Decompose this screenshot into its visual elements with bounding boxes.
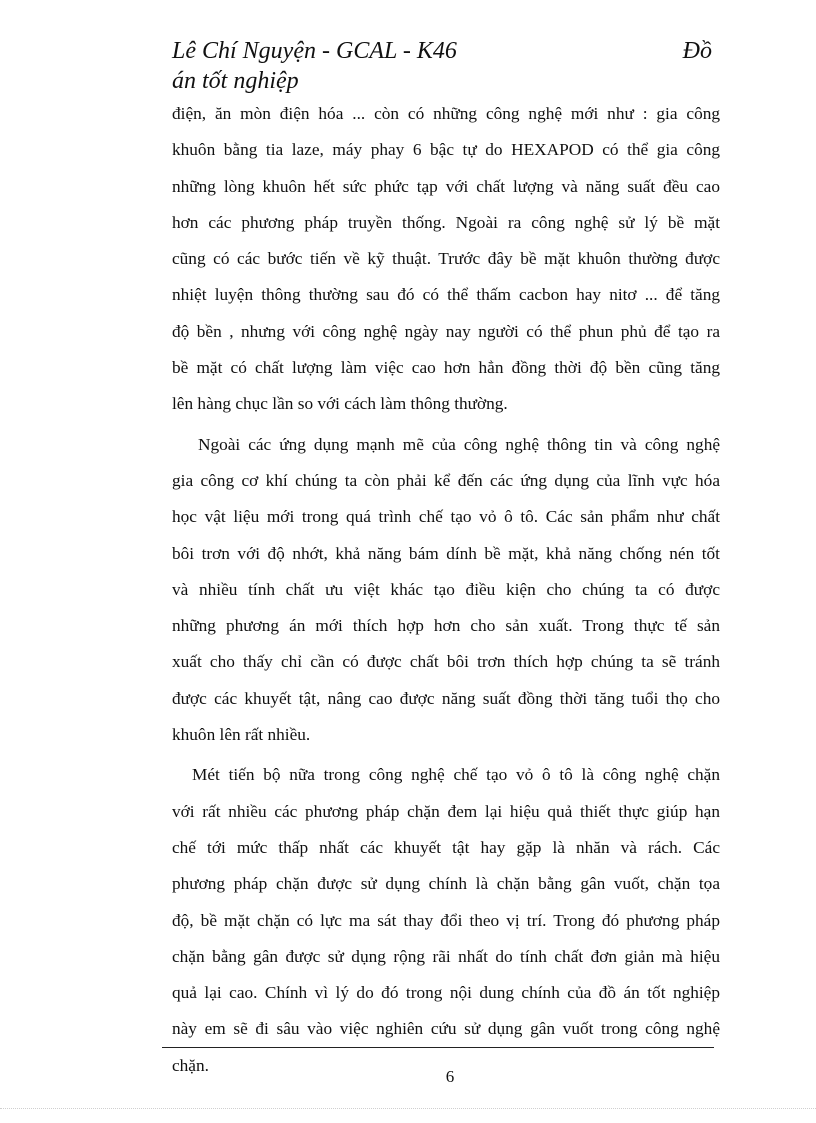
body-text [172, 96, 720, 1084]
text-line: cũng có các bước tiến về kỹ thuật. Trước đây bề mặt khuôn thường được [172, 249, 720, 269]
page-bottom-edge [0, 1108, 816, 1109]
text-line: chặn bằng gân được sử dụng rộng rãi nhất do tính chất đơn giản mà hiệu [172, 946, 720, 966]
text-line: này em sẽ đi sâu vào việc nghiên cứu sử dụng gân vuốt trong công nghệ [172, 1019, 720, 1039]
footer-divider [162, 1047, 714, 1048]
text-line: những phương án mới thích hợp hơn cho sản xuất. Trong thực tế sản [172, 616, 720, 636]
text-line: bôi trơn với độ nhớt, khả năng bám dính bề mặt, khả năng chống nén tốt [172, 543, 720, 563]
text-line: Mét tiến bộ nữa trong công nghệ chế tạo vỏ ô tô là công nghệ chặn [192, 765, 720, 785]
text-line: bề mặt có chất lượng làm việc cao hơn hẳn đồng thời độ bền cũng tăng [172, 358, 720, 378]
text-line: hơn các phương pháp truyền thống. Ngoài ra công nghệ sử lý bề mặt [172, 212, 720, 232]
header-author-course: Lê Chí Nguyện - GCAL - K46 [172, 38, 457, 64]
text-line: được các khuyết tật, nâng cao được năng suất đồng thời tăng tuổi thọ cho [172, 688, 720, 708]
text-line: Ngoài các ứng dụng mạnh mẽ của công nghệ thông tin và công nghệ [198, 434, 720, 454]
header-subtitle: án tốt nghiệp [172, 68, 299, 94]
text-line: và nhiều tính chất ưu việt khác tạo điều kiện cho chúng ta có được [172, 579, 720, 599]
text-line: nhiệt luyện thông thường sau đó có thể thấm cacbon hay nitơ ... để tăng [172, 285, 720, 305]
text-line: điện, ăn mòn điện hóa ... còn có những công nghệ mới như : gia công [172, 104, 720, 123]
text-line: độ, bề mặt chặn có lực ma sát thay đổi theo vị trí. Trong đó phương pháp [172, 910, 720, 930]
text-line: khuôn bằng tia laze, máy phay 6 bậc tự do HEXAPOD có thể gia công [172, 140, 720, 160]
text-line: khuôn lên rất nhiều. [172, 725, 311, 745]
text-line: phương pháp chặn được sử dụng chính là chặn bằng gân vuốt, chặn tọa [172, 874, 720, 894]
text-line: quả lại cao. Chính vì lý do đó trong nội dung chính của đồ án tốt nghiệp [172, 983, 720, 1003]
text-line: độ bền , nhưng với công nghệ ngày nay người có thể phun phủ để tạo ra [172, 321, 720, 341]
text-line: chặn. [172, 1055, 209, 1075]
text-line: học vật liệu mới trong quá trình chế tạo vỏ ô tô. Các sản phẩm như chất [172, 507, 720, 527]
page-header [172, 36, 714, 96]
text-line: xuất cho thấy chỉ cần có được chất bôi trơn thích hợp chúng ta sẽ tránh [172, 652, 720, 672]
text-line: gia công cơ khí chúng ta còn phải kể đến các ứng dụng của lĩnh vực hóa [172, 470, 720, 490]
page-number: 6 [445, 1067, 455, 1086]
text-line: những lòng khuôn hết sức phức tạp với chất lượng và năng suất đều cao [172, 176, 720, 196]
header-right-text: Đồ [682, 38, 712, 64]
header-row [172, 36, 714, 66]
text-line: với rất nhiều các phương pháp chặn đem lại hiệu quả thiết thực giúp hạn [172, 801, 720, 821]
text-line: lên hàng chục lần so với cách làm thông thường. [172, 394, 508, 414]
text-line: chế tới mức thấp nhất các khuyết tật hay gặp là nhăn và rách. Các [172, 837, 720, 857]
